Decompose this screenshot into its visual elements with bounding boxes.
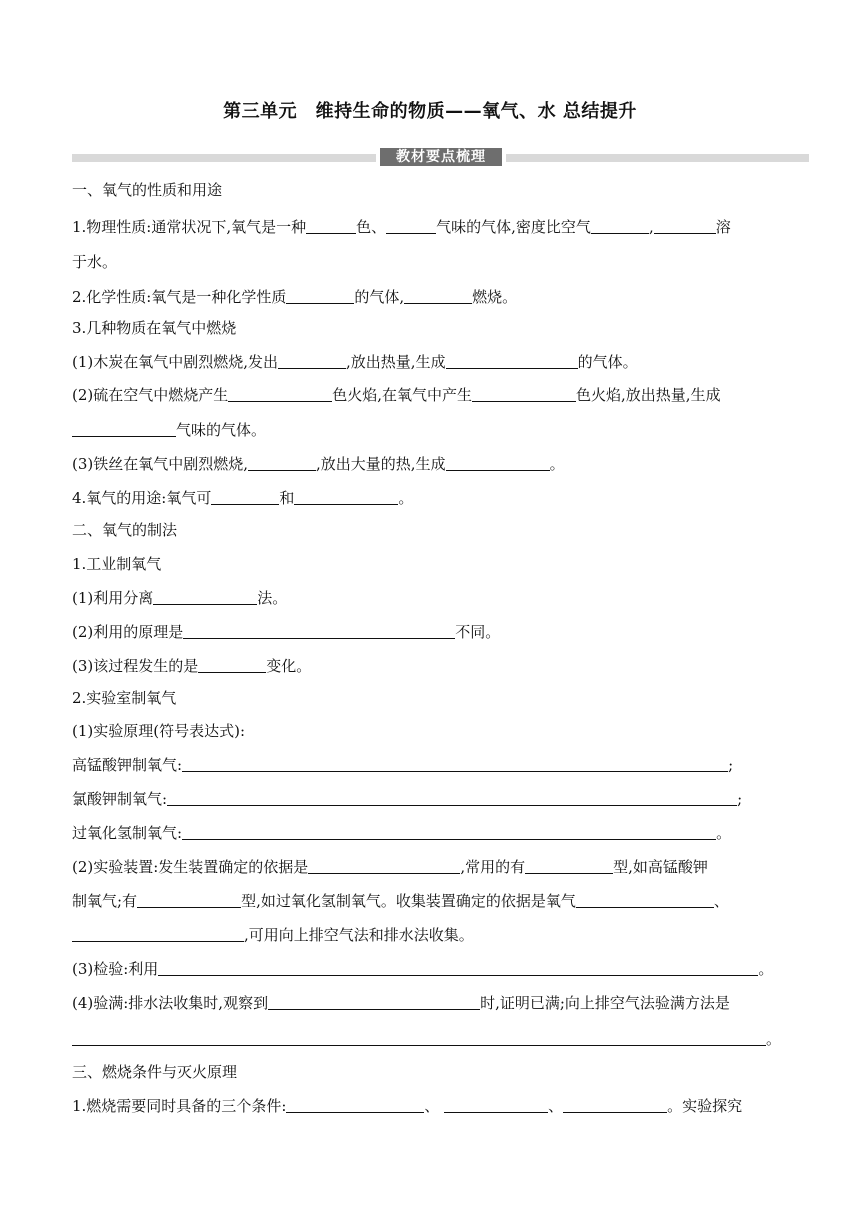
line-text: 不同。 [455, 623, 501, 641]
answer-blank[interactable] [198, 656, 266, 673]
line-text: (4)验满:排水法收集时,观察到 [72, 994, 269, 1012]
answer-blank[interactable] [248, 454, 316, 471]
answer-blank[interactable] [446, 454, 550, 471]
section-badge [376, 145, 506, 169]
answer-blank[interactable] [72, 420, 176, 437]
answer-blank[interactable] [286, 1096, 424, 1113]
fill-in-line [72, 755, 733, 775]
line-text: (1)木炭在氧气中剧烈燃烧,发出 [72, 353, 279, 371]
fill-in-line [72, 656, 311, 676]
fill-in-line [72, 217, 731, 237]
answer-blank[interactable] [308, 857, 460, 874]
line-text: (3)该过程发生的是 [72, 657, 199, 675]
answer-blank[interactable] [211, 488, 279, 505]
line-text: 和 [279, 489, 295, 507]
fill-in-line [72, 993, 730, 1013]
answer-blank[interactable] [167, 789, 737, 806]
line-text: (3)铁丝在氧气中剧烈燃烧, [72, 455, 249, 473]
line-text: 、 [713, 892, 729, 910]
answer-blank[interactable] [576, 891, 714, 908]
answer-blank[interactable] [286, 287, 354, 304]
line-text: 4.氧气的用途:氧气可 [72, 489, 212, 507]
fill-in-line [72, 287, 517, 307]
line-text: 时,证明已满;向上排空气法验满方法是 [480, 994, 730, 1012]
answer-blank[interactable] [404, 287, 472, 304]
line-text: 、 [548, 1097, 564, 1115]
answer-blank[interactable] [306, 217, 356, 234]
page-title: 第三单元 维持生命的物质——氧气、水 总结提升 [223, 101, 637, 122]
line-text: 型,如过氧化氢制氧气。收集装置确定的依据是氧气 [241, 892, 576, 910]
line-text: 的气体。 [577, 353, 638, 371]
line-text: 溶 [715, 218, 731, 236]
fill-in-line [72, 1029, 781, 1049]
line-text: 1.燃烧需要同时具备的三个条件: [72, 1097, 287, 1115]
answer-blank[interactable] [158, 959, 758, 976]
line-text: 1.物理性质:通常状况下,氧气是一种 [72, 218, 307, 236]
text-line: (1)实验原理(符号表达式): [72, 722, 246, 740]
line-text: (2)硫在空气中燃烧产生 [72, 386, 229, 404]
answer-blank[interactable] [525, 857, 613, 874]
line-text: 变化。 [266, 657, 312, 675]
answer-blank[interactable] [294, 488, 398, 505]
line-text: 色火焰,在氧气中产生 [332, 386, 473, 404]
line-text: 的气体, [354, 288, 405, 306]
answer-blank[interactable] [137, 891, 241, 908]
text-line: 二、氧气的制法 [72, 521, 178, 539]
section-badge-label: 教材要点梳理 [380, 148, 502, 166]
line-text: ,常用的有 [460, 858, 526, 876]
fill-in-line [72, 352, 638, 372]
line-text: 2.化学性质:氧气是一种化学性质 [72, 288, 287, 306]
line-text: 气味的气体,密度比空气 [436, 218, 591, 236]
line-text: 、 [424, 1097, 445, 1115]
answer-blank[interactable] [654, 217, 716, 234]
answer-blank[interactable] [72, 925, 244, 942]
line-text: ,放出热量,生成 [346, 353, 446, 371]
text-line: 一、氧气的性质和用途 [72, 181, 223, 199]
answer-blank[interactable] [182, 755, 728, 772]
line-text: 色火焰,放出热量,生成 [576, 386, 721, 404]
line-text: 氯酸钾制氧气: [72, 790, 168, 808]
text-line: 于水。 [72, 253, 118, 271]
line-text: ,放出大量的热,生成 [316, 455, 446, 473]
line-text: 燃烧。 [472, 288, 518, 306]
answer-blank[interactable] [183, 622, 455, 639]
line-text: 。 [758, 960, 774, 978]
line-text: ; [737, 790, 743, 808]
fill-in-line [72, 622, 500, 642]
fill-in-line [72, 789, 742, 809]
line-text: 过氧化氢制氧气: [72, 824, 183, 842]
fill-in-line [72, 488, 413, 508]
answer-blank[interactable] [472, 385, 576, 402]
line-text: (2)实验装置:发生装置确定的依据是 [72, 858, 309, 876]
fill-in-line [72, 891, 729, 911]
answer-blank[interactable] [268, 993, 480, 1010]
line-text: 高锰酸钾制氧气: [72, 756, 183, 774]
answer-blank[interactable] [444, 1096, 548, 1113]
line-text: 制氧气;有 [72, 892, 138, 910]
line-text: (2)利用的原理是 [72, 623, 184, 641]
fill-in-line [72, 385, 721, 405]
answer-blank[interactable] [182, 823, 716, 840]
answer-blank[interactable] [72, 1029, 766, 1046]
answer-blank[interactable] [446, 352, 578, 369]
line-text: 型,如高锰酸钾 [613, 858, 708, 876]
fill-in-line [72, 454, 565, 474]
fill-in-line [72, 588, 287, 608]
answer-blank[interactable] [153, 588, 257, 605]
fill-in-line [72, 959, 773, 979]
answer-blank[interactable] [563, 1096, 667, 1113]
answer-blank[interactable] [228, 385, 332, 402]
fill-in-line [72, 925, 474, 945]
line-text: ; [728, 756, 734, 774]
line-text: 。 [716, 824, 732, 842]
text-line: 三、燃烧条件与灭火原理 [72, 1063, 238, 1081]
fill-in-line [72, 857, 708, 877]
fill-in-line [72, 1096, 742, 1116]
line-text: 。 [398, 489, 414, 507]
line-text: 色、 [356, 218, 387, 236]
text-line: 2.实验室制氧气 [72, 689, 177, 707]
line-text: , [648, 218, 654, 236]
fill-in-line [72, 420, 266, 440]
text-line: 3.几种物质在氧气中燃烧 [72, 319, 237, 337]
answer-blank[interactable] [278, 352, 346, 369]
fill-in-line [72, 823, 731, 843]
answer-blank[interactable] [386, 217, 436, 234]
line-text: 。实验探究 [667, 1097, 743, 1115]
line-text: (3)检验:利用 [72, 960, 159, 978]
line-text: 。 [766, 1030, 782, 1048]
line-text: (1)利用分离 [72, 589, 154, 607]
line-text: ,可用向上排空气法和排水法收集。 [244, 926, 474, 944]
text-line: 1.工业制氧气 [72, 555, 162, 573]
line-text: 气味的气体。 [176, 421, 267, 439]
answer-blank[interactable] [591, 217, 649, 234]
line-text: 法。 [257, 589, 288, 607]
line-text: 。 [549, 455, 565, 473]
